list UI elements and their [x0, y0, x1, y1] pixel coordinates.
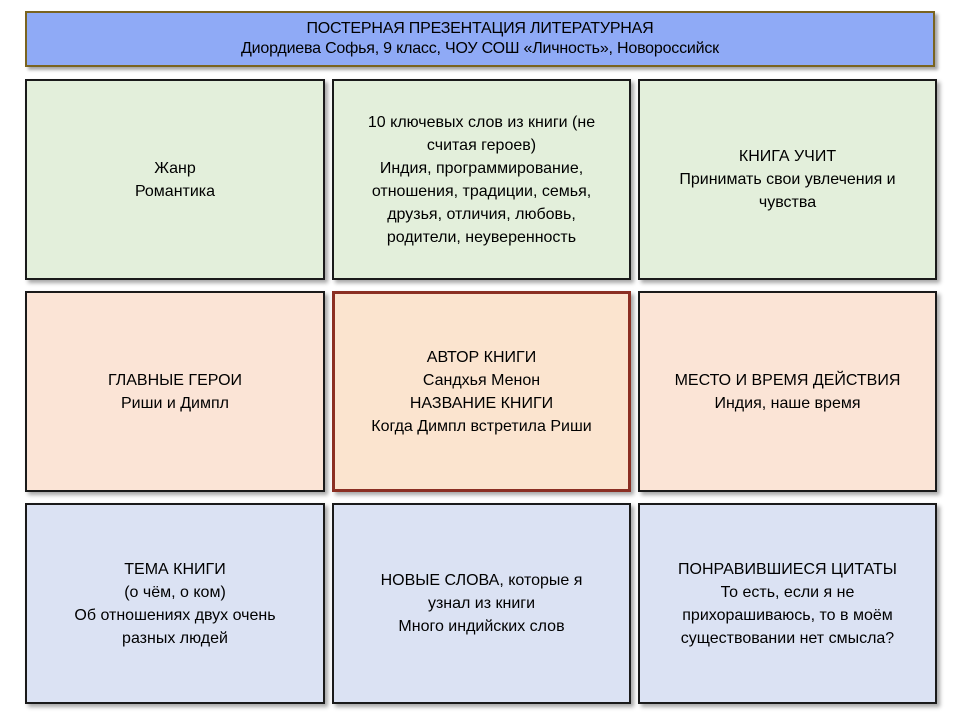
- new-words-card: [332, 503, 631, 704]
- book-theme-heading: ТЕМА КНИГИ: [124, 560, 226, 578]
- genre-value: Романтика: [134, 182, 216, 200]
- main-heroes-card: [25, 291, 325, 492]
- keywords-heading-line-2: считая героев): [426, 136, 537, 154]
- favorite-quotes-line-2: прихорашиваюсь, то в моём: [682, 606, 893, 624]
- favorite-quotes-card: [638, 503, 937, 704]
- keywords-card: [332, 79, 631, 280]
- favorite-quotes-heading: ПОНРАВИВШИЕСЯ ЦИТАТЫ: [678, 560, 897, 578]
- place-time-heading: МЕСТО И ВРЕМЯ ДЕЙСТВИЯ: [674, 371, 901, 389]
- book-title-heading: НАЗВАНИЕ КНИГИ: [409, 394, 554, 412]
- book-teaches-heading: КНИГА УЧИТ: [738, 148, 837, 165]
- book-theme-subheading: (о чём, о ком): [124, 583, 226, 601]
- keywords-line-2: отношения, традиции, семья,: [371, 182, 592, 200]
- genre-heading: Жанр: [154, 159, 196, 177]
- keywords-line-3: друзья, отличия, любовь,: [387, 205, 576, 223]
- author-heading: АВТОР КНИГИ: [426, 348, 537, 366]
- main-heroes-heading: ГЛАВНЫЕ ГЕРОИ: [107, 371, 243, 389]
- book-title-value: Когда Димпл встретила Риши: [371, 417, 592, 435]
- book-teaches-line-1: Принимать свои увлечения и: [679, 171, 896, 188]
- book-teaches-line-2: чувства: [758, 194, 817, 211]
- poster-title: ПОСТЕРНАЯ ПРЕЗЕНТАЦИЯ ЛИТЕРАТУРНАЯ: [306, 20, 654, 37]
- new-words-heading-line-2: узнал из книги: [427, 595, 536, 612]
- book-theme-line-2: разных людей: [122, 629, 228, 647]
- new-words-heading-line-1: НОВЫЕ СЛОВА, которые я: [380, 572, 583, 589]
- favorite-quotes-line-1: То есть, если я не: [720, 583, 855, 601]
- poster-subtitle: Диордиева Софья, 9 класс, ЧОУ СОШ «Личность», Новороссийск: [241, 40, 719, 57]
- main-heroes-value: Риши и Димпл: [121, 394, 229, 412]
- place-time-value: Индия, наше время: [714, 394, 861, 412]
- book-theme-card: [25, 503, 325, 704]
- genre-card: [25, 79, 325, 280]
- keywords-line-4: родители, неуверенность: [386, 228, 577, 246]
- author-value: Сандхья Менон: [422, 371, 541, 389]
- book-teaches-card: [638, 79, 937, 280]
- new-words-value: Много индийских слов: [398, 618, 565, 635]
- keywords-heading-line-1: 10 ключевых слов из книги (не: [367, 113, 596, 131]
- place-time-card: [638, 291, 937, 492]
- header-banner: [25, 11, 935, 67]
- favorite-quotes-line-3: существовании нет смысла?: [680, 629, 895, 647]
- author-title-card: [332, 291, 631, 492]
- keywords-line-1: Индия, программирование,: [379, 159, 584, 177]
- book-theme-line-1: Об отношениях двух очень: [74, 606, 276, 624]
